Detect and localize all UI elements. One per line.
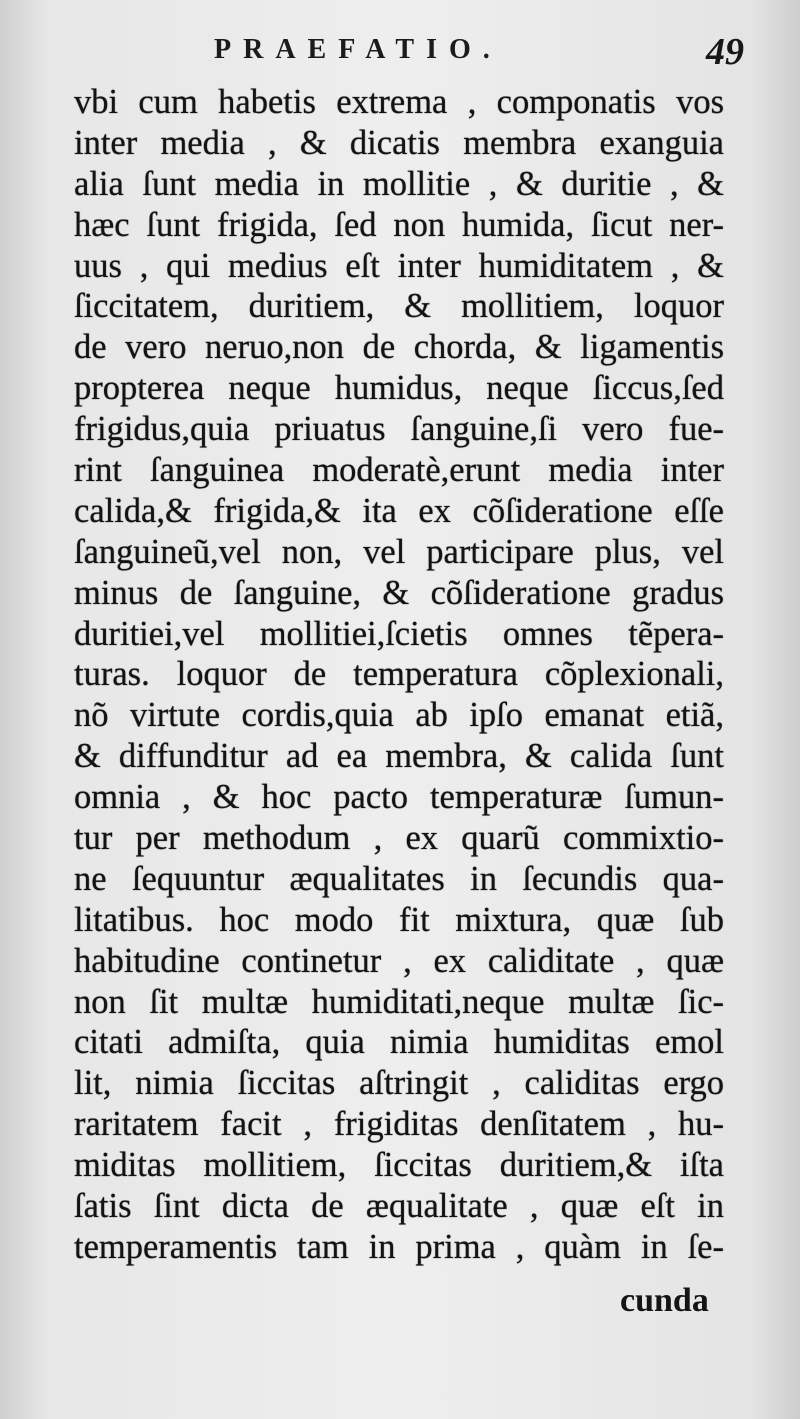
text-line: nõ virtute cordis,quia ab ipſo emanat etiã,: [74, 696, 724, 735]
text-line: de vero neruo,non de chorda, & ligamentis: [74, 328, 724, 367]
text-line: miditas mollitiem, ſiccitas duritiem,& iſta: [74, 1146, 724, 1185]
text-line: citati admiſta, quia nimia humiditas emol: [74, 1023, 724, 1062]
text-line: ſatis ſint dicta de æqualitate , quæ eſt in: [74, 1187, 724, 1226]
text-line: & diffunditur ad ea membra, & calida ſunt: [74, 737, 724, 776]
text-line: tur per methodum , ex quarũ commixtio-: [74, 819, 724, 858]
text-line: hæc ſunt frigida, ſed non humida, ſicut ner-: [74, 205, 724, 244]
text-line: ne ſequuntur æqualitates in ſecundis qua-: [74, 859, 724, 898]
text-line: duritiei,vel mollitiei,ſcietis omnes tẽpera-: [74, 614, 724, 653]
text-line: vbi cum habetis extrema , componatis vos: [74, 83, 724, 121]
text-line: minus de ſanguine, & cõſideratione gradus: [74, 573, 724, 612]
text-line: omnia , & hoc pacto temperaturæ ſumun-: [74, 778, 724, 817]
text-line: ſanguineũ,vel non, vel participare plus, vel: [74, 532, 724, 571]
text-line: calida,& frigida,& ita ex cõſideratione eſſe: [74, 491, 724, 530]
text-line: lit, nimia ſiccitas aſtringit , caliditas ergo: [74, 1064, 724, 1103]
text-line: inter media , & dicatis membra exanguia: [74, 123, 724, 162]
running-head: [0, 26, 800, 86]
text-line: propterea neque humidus, neque ſiccus,ſed: [74, 369, 724, 408]
page-number: 49: [706, 31, 744, 73]
catchword: cunda: [620, 1282, 709, 1319]
running-title: PRAEFATIO.: [214, 34, 502, 65]
text-line: rint ſanguinea moderatè,erunt media inter: [74, 451, 724, 490]
text-line: uus , qui medius eſt inter humiditatem , &: [74, 246, 724, 285]
text-line: non ſit multæ humiditati,neque multæ ſic-: [74, 982, 724, 1021]
text-line: ſiccitatem, duritiem, & mollitiem, loquor: [74, 287, 724, 326]
text-line: frigidus,quia priuatus ſanguine,ſi vero fue-: [74, 410, 724, 449]
body-text: [74, 82, 724, 1268]
text-line: raritatem facit , frigiditas denſitatem , hu-: [74, 1105, 724, 1144]
text-line: litatibus. hoc modo fit mixtura, quæ ſub: [74, 900, 724, 939]
text-line: turas. loquor de temperatura cõplexionali,: [74, 655, 724, 694]
text-line: alia ſunt media in mollitie , & duritie , &: [74, 164, 724, 203]
text-line: temperamentis tam in prima , quàm in ſe-: [74, 1227, 724, 1266]
text-line: habitudine continetur , ex caliditate , quæ: [74, 941, 724, 980]
